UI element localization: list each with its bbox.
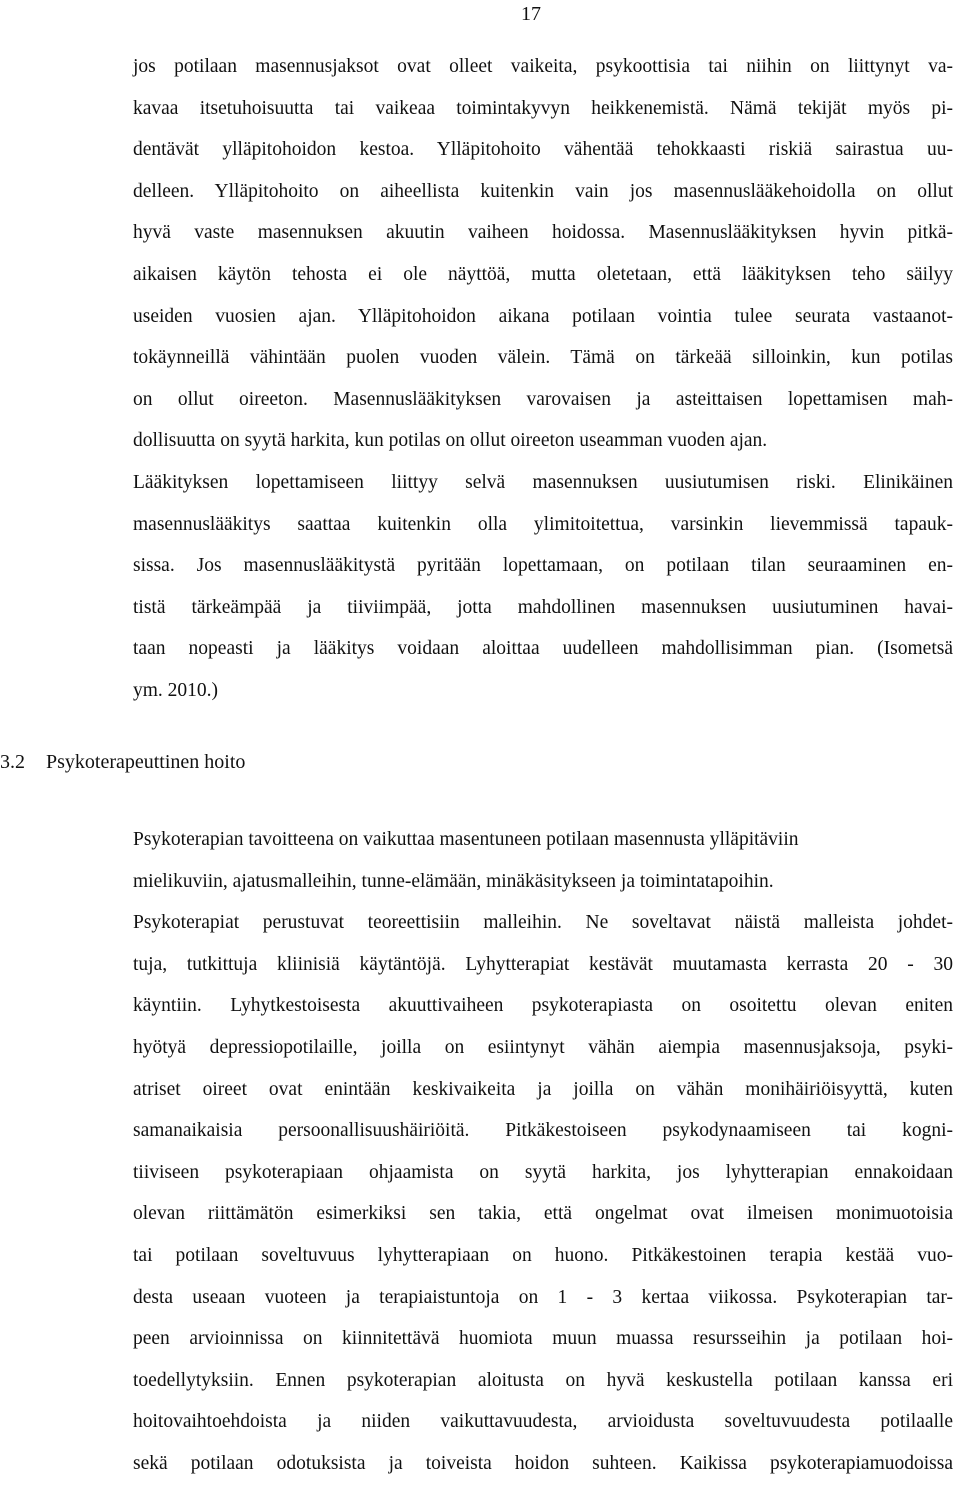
text-line: tuja, tutkittuja kliinisiä käytäntöjä. Lyhytterapiat kestävät muutamasta kerrasta 20 - 30 bbox=[133, 953, 953, 975]
text-line: masennuslääkitys saattaa kuitenkin olla ylimitoitettua, varsinkin lievemmissä tapauk- bbox=[133, 513, 953, 535]
text-line: dollisuutta on syytä harkita, kun potilas on ollut oireeton useamman vuoden ajan. bbox=[133, 430, 768, 452]
text-line: tistä tärkeämpää ja tiiviimpää, jotta mahdollinen masennuksen uusiutuminen havai- bbox=[133, 596, 953, 618]
text-line: mielikuviin, ajatusmalleihin, tunne-elämään, minäkäsitykseen ja toimintatapoihin. bbox=[133, 870, 774, 892]
text-line: tokäynneillä vähintään puolen vuoden välein. Tämä on tärkeää silloinkin, kun potilas bbox=[133, 347, 953, 369]
text-line: useiden vuosien ajan. Ylläpitohoidon aikana potilaan vointia tulee seurata vastaanot- bbox=[133, 305, 953, 327]
text-line: sissa. Jos masennuslääkitystä pyritään lopettamaan, on potilaan tilan seuraaminen en- bbox=[133, 555, 953, 577]
text-line: Lääkityksen lopettamiseen liittyy selvä masennuksen uusiutumisen riski. Elinikäinen bbox=[133, 471, 953, 493]
text-line: hoitovaihtoehdoista ja niiden vaikuttavuudesta, arvioidusta soveltuvuudesta potilaalle bbox=[133, 1411, 953, 1433]
text-line: sekä potilaan odotuksista ja toiveista hoidon suhteen. Kaikissa psykoterapiamuodoissa bbox=[133, 1452, 953, 1474]
text-line: peen arvioinnissa on kiinnitettävä huomiota muun muassa resursseihin ja potilaan hoi- bbox=[133, 1328, 953, 1350]
text-line: Psykoterapian tavoitteena on vaikuttaa masentuneen potilaan masennusta ylläpitäviin bbox=[133, 829, 799, 850]
text-line: hyötyä depressiopotilaille, joilla on esiintynyt vähän aiempia masennusjaksoja, psyki- bbox=[133, 1036, 953, 1058]
text-line: hyvä vaste masennuksen akuutin vaiheen hoidossa. Masennuslääkityksen hyvin pitkä- bbox=[133, 222, 953, 244]
text-line: ym. 2010.) bbox=[133, 679, 219, 701]
text-line: samanaikaisia persoonallisuushäiriöitä. Pitkäkestoiseen psykodynaamiseen tai kogni- bbox=[133, 1120, 953, 1142]
text-line: kavaa itsetuhoisuutta tai vaikeaa toimintakyvyn heikkenemistä. Nämä tekijät myös pi- bbox=[133, 97, 953, 119]
text-line: Psykoterapiat perustuvat teoreettisiin malleihin. Ne soveltavat näistä malleista johdet- bbox=[133, 912, 953, 934]
page-number: 17 bbox=[521, 3, 541, 25]
text-line: atriset oireet ovat enintään keskivaikeita ja joilla on vähän monihäiriöisyyttä, kuten bbox=[133, 1078, 953, 1100]
text-line: olevan riittämätön esimerkiksi sen takia, että ongelmat ovat ilmeisen monimuotoisia bbox=[133, 1203, 953, 1225]
text-line: jos potilaan masennusjaksot ovat olleet vaikeita, psykoottisia tai niihin on liittynyt va- bbox=[133, 56, 953, 77]
paragraph-psychotherapy bbox=[133, 819, 953, 1485]
text-line: käyntiin. Lyhytkestoisesta akuuttivaiheen psykoterapiasta on osoitettu olevan eniten bbox=[133, 995, 953, 1017]
text-line: toedellytyksiin. Ennen psykoterapian aloitusta on hyvä keskustella potilaan kanssa eri bbox=[133, 1369, 953, 1391]
text-line: tiiviseen psykoterapiaan ohjaamista on syytä harkita, jos lyhytterapian ennakoidaan bbox=[133, 1161, 953, 1183]
text-line: dentävät ylläpitohoidon kestoa. Ylläpitohoito vähentää tehokkaasti riskiä sairastua uu- bbox=[133, 139, 953, 161]
text-line: aikaisen käytön tehosta ei ole näyttöä, mutta oletetaan, että lääkityksen teho säilyy bbox=[133, 263, 953, 285]
text-line: taan nopeasti ja lääkitys voidaan aloittaa uudelleen mahdollisimman pian. (Isometsä bbox=[133, 638, 953, 660]
paragraph-maintenance-treatment bbox=[133, 46, 953, 712]
section-number: 3.2 bbox=[0, 751, 25, 773]
section-title: Psykoterapeuttinen hoito bbox=[46, 751, 246, 773]
text-line: desta useaan vuoteen ja terapiaistuntoja on 1 - 3 kertaa viikossa. Psykoterapian tar- bbox=[133, 1286, 953, 1308]
text-line: on ollut oireeton. Masennuslääkityksen varovaisen ja asteittaisen lopettamisen mah- bbox=[133, 388, 953, 410]
text-line: tai potilaan soveltuvuus lyhytterapiaan on huono. Pitkäkestoinen terapia kestää vuo- bbox=[133, 1244, 953, 1266]
section-heading bbox=[0, 742, 400, 782]
text-line: delleen. Ylläpitohoito on aiheellista kuitenkin vain jos masennuslääkehoidolla on ollut bbox=[133, 180, 953, 202]
